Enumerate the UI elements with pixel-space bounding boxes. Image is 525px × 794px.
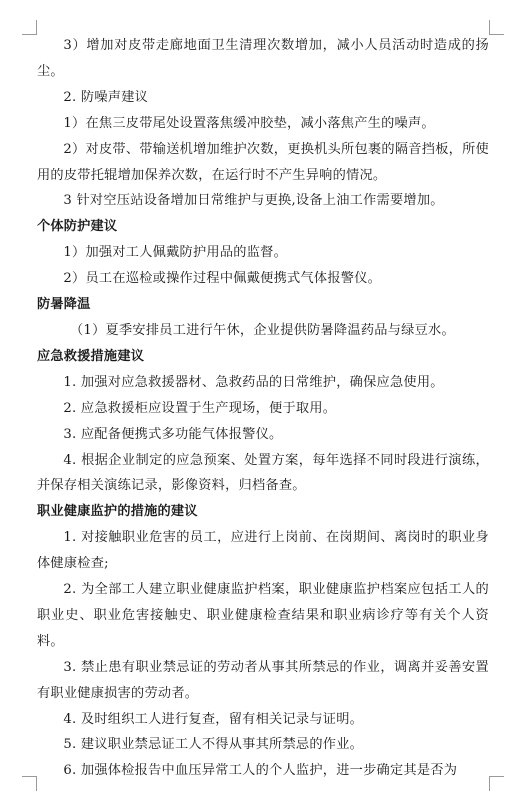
section-heading-heat-prevention: 防暑降温 — [37, 297, 91, 313]
paragraph: 4. 及时组织工人进行复查，留有相关记录与证明。 — [63, 711, 364, 727]
page-corner-mark — [22, 776, 37, 791]
page-corner-mark — [22, 20, 37, 35]
paragraph: 3. 禁止患有职业禁忌证的劳动者从事其所禁忌的作业，调离并妥善安置有职业健康损害的劳动者。 — [37, 659, 489, 701]
paragraph: 3）增加对皮带走廊地面卫生清理次数增加，减小人员活动时造成的扬尘。 — [37, 38, 489, 79]
section-heading-emergency-rescue: 应急救援措施建议 — [37, 348, 145, 364]
paragraph: 2）对皮带、带输送机增加维护次数，更换机头所包裹的隔音挡板，所使用的皮带托辊增加保养次数，在运行时不产生异响的情况。 — [37, 141, 489, 183]
paragraph: 5. 建议职业禁忌证工人不得从事其所禁忌的作业。 — [63, 737, 364, 753]
page-corner-mark — [489, 776, 504, 791]
paragraph: 6. 加强体检报告中血压异常工人的个人监护，进一步确定其是否为 — [63, 763, 458, 779]
paragraph: 3. 应配备便携式多功能气体报警仪。 — [63, 426, 283, 442]
paragraph: 2. 应急救援柜应设置于生产现场，便于取用。 — [63, 400, 337, 416]
paragraph: 1）加强对工人佩戴防护用品的监督。 — [63, 245, 288, 261]
subheading-noise: 2. 防噪声建议 — [63, 89, 149, 105]
section-heading-health-monitoring: 职业健康监护的措施的建议 — [37, 504, 198, 520]
section-heading-personal-protection: 个体防护建议 — [37, 219, 118, 235]
paragraph: 4. 根据企业制定的应急预案、处置方案，每年选择不同时段进行演练，并保存相关演练记录，影像资料，归档备查。 — [37, 452, 489, 494]
paragraph: 1. 对接触职业危害的员工，应进行上岗前、在岗期间、离岗时的职业身体健康检查; — [37, 530, 489, 572]
paragraph: 1）在焦三皮带尾处设置落焦缓冲胶垫，减小落焦产生的噪声。 — [63, 115, 435, 131]
paragraph: 2）员工在巡检或操作过程中佩戴便携式气体报警仪。 — [63, 271, 382, 287]
paragraph: （1）夏季安排员工进行午休，企业提供防暑降温药品与绿豆水。 — [70, 322, 455, 338]
page-corner-mark — [489, 20, 504, 35]
paragraph: 3 针对空压站设备增加日常维护与更换,设备上油工作需要增加。 — [63, 193, 444, 209]
paragraph: 1. 加强对应急救援器材、急救药品的日常维护，确保应急使用。 — [63, 374, 444, 390]
paragraph: 2. 为全部工人建立职业健康监护档案，职业健康监护档案应包括工人的职业史、职业危害接触史、职业健康检查结果和职业病诊疗等有关个人资料。 — [37, 582, 489, 649]
document-body — [37, 33, 489, 784]
